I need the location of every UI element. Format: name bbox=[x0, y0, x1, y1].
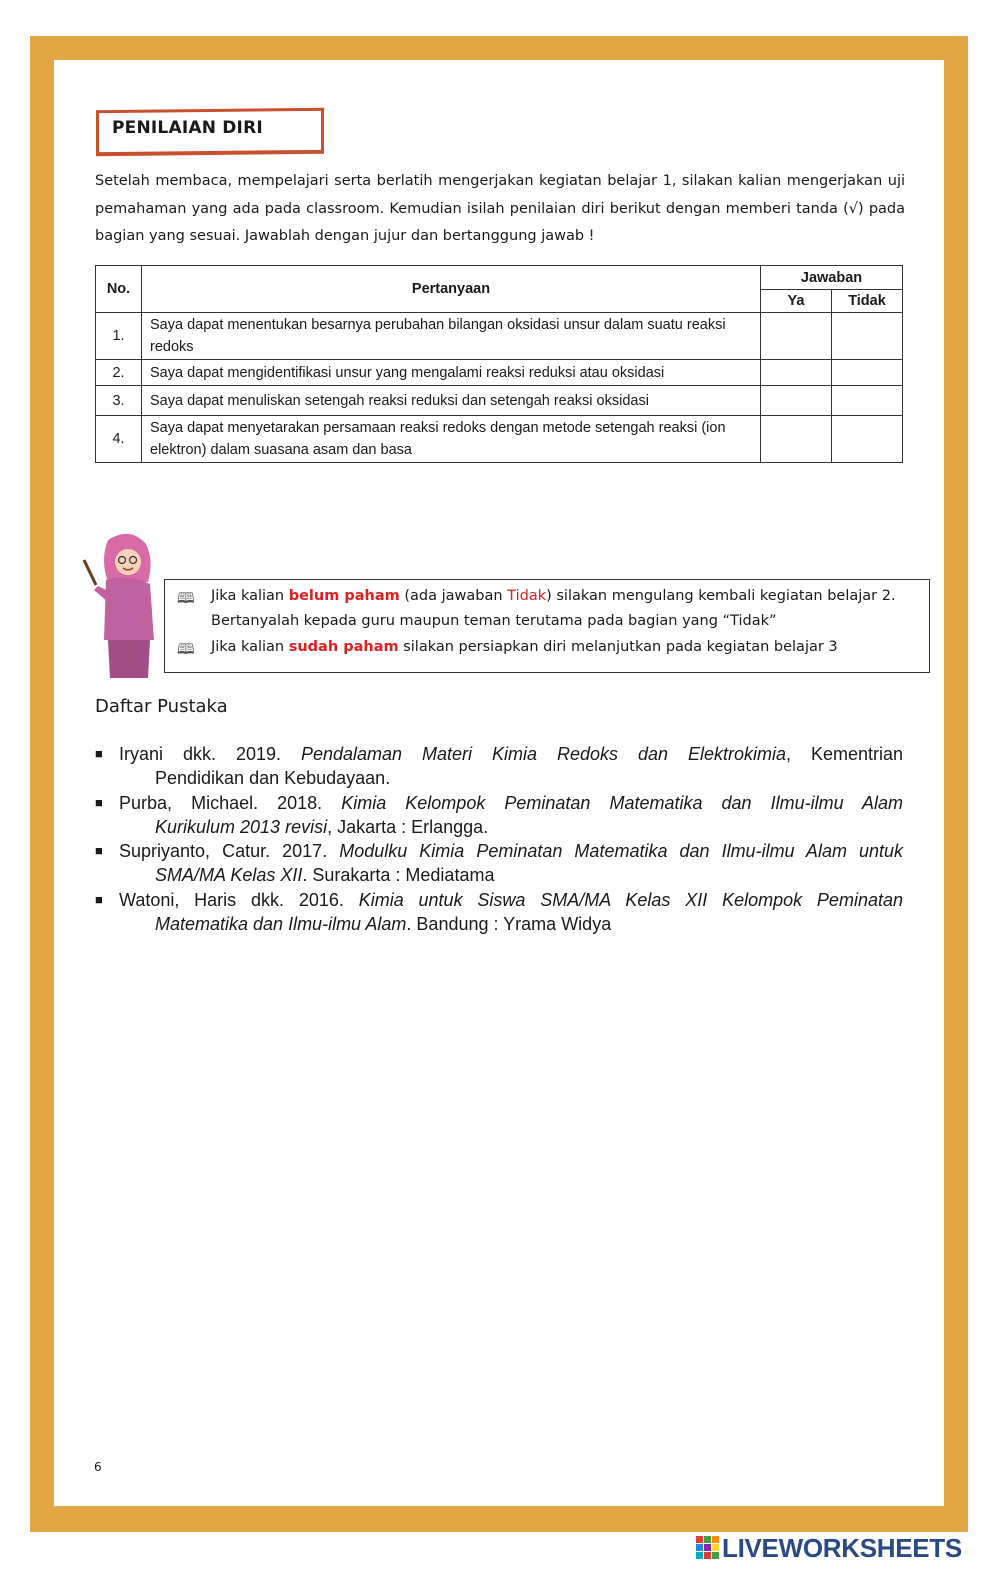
answer-no-cell[interactable] bbox=[832, 313, 903, 360]
header-answer: Jawaban bbox=[761, 266, 903, 290]
bullet-icon: ■ bbox=[95, 892, 103, 907]
body-robe bbox=[104, 578, 154, 640]
references-title: Daftar Pustaka bbox=[95, 696, 228, 717]
page-paper bbox=[54, 60, 944, 1506]
answer-yes-cell[interactable] bbox=[761, 360, 832, 386]
header-no: No. bbox=[96, 266, 142, 313]
header-no-answer: Tidak bbox=[832, 290, 903, 313]
pointer-stick bbox=[84, 560, 96, 585]
section-title: PENILAIAN DIRI bbox=[112, 118, 263, 138]
brand-name[interactable]: LIVEWORKSHEETS bbox=[722, 1533, 962, 1563]
answer-yes-cell[interactable] bbox=[761, 416, 832, 463]
bullet-icon: ■ bbox=[95, 795, 103, 810]
instruction-line-2: Bertanyalah kepada guru maupun teman terutama pada bagian yang “Tidak” bbox=[211, 613, 777, 629]
table-header-row bbox=[96, 266, 903, 290]
table-row bbox=[96, 416, 903, 463]
answer-no-cell[interactable] bbox=[832, 416, 903, 463]
answer-no-cell[interactable] bbox=[832, 386, 903, 416]
row-number: 1. bbox=[96, 313, 142, 360]
instruction-line-3: Jika kalian sudah paham silakan persiapkan diri melanjutkan pada kegiatan belajar 3 bbox=[211, 639, 838, 655]
instruction-line-1: Jika kalian belum paham (ada jawaban Tidak) silakan mengulang kembali kegiatan belajar 2. bbox=[211, 588, 896, 604]
row-question: Saya dapat menyetarakan persamaan reaksi redoks dengan metode setengah reaksi (ion elektron) dalam suasana asam dan basa bbox=[142, 416, 761, 463]
answer-yes-cell[interactable] bbox=[761, 313, 832, 360]
reference-item: ■ Iryani dkk. 2019. Pendalaman Materi Kimia Redoks dan Elektrokimia, Kementrian Pendidikan dan Kebudayaan. bbox=[95, 744, 903, 788]
bullet-icon: ■ bbox=[95, 746, 103, 761]
row-question: Saya dapat mengidentifikasi unsur yang mengalami reaksi reduksi atau oksidasi bbox=[142, 360, 761, 386]
liveworksheets-logo-icon bbox=[696, 1536, 720, 1560]
row-question: Saya dapat menuliskan setengah reaksi reduksi dan setengah reaksi oksidasi bbox=[142, 386, 761, 416]
page-number: 6 bbox=[94, 1460, 102, 1474]
row-number: 2. bbox=[96, 360, 142, 386]
answer-yes-cell[interactable] bbox=[761, 386, 832, 416]
row-number: 4. bbox=[96, 416, 142, 463]
bullet-icon: ■ bbox=[95, 843, 103, 858]
reference-item: ■ Purba, Michael. 2018. Kimia Kelompok Peminatan Matematika dan Ilmu-ilmu Alam Kurikulum 2013 revisi, Jakarta : Erlangga. bbox=[95, 793, 903, 837]
book-icon: 🕮 bbox=[177, 640, 195, 658]
row-number: 3. bbox=[96, 386, 142, 416]
header-yes: Ya bbox=[761, 290, 832, 313]
row-question: Saya dapat menentukan besarnya perubahan bilangan oksidasi unsur dalam suatu reaksi redoks bbox=[142, 313, 761, 360]
page-frame bbox=[30, 36, 968, 1532]
header-question: Pertanyaan bbox=[142, 266, 761, 313]
table-row bbox=[96, 360, 903, 386]
skirt bbox=[108, 640, 150, 678]
self-assessment-table bbox=[95, 265, 903, 463]
reference-item: ■ Supriyanto, Catur. 2017. Modulku Kimia Peminatan Matematika dan Ilmu-ilmu Alam untuk SMA/MA Kelas XII. Surakarta : Mediatama bbox=[95, 841, 904, 885]
teacher-illustration bbox=[78, 530, 158, 680]
table-row bbox=[96, 386, 903, 416]
reference-item: ■ Watoni, Haris dkk. 2016. Kimia untuk Siswa SMA/MA Kelas XII Kelompok Peminatan Matematika dan Ilmu-ilmu Alam. Bandung : Yrama Widya bbox=[95, 890, 903, 934]
table-row bbox=[96, 313, 903, 360]
instruction-box bbox=[164, 579, 930, 673]
answer-no-cell[interactable] bbox=[832, 360, 903, 386]
intro-paragraph: Setelah membaca, mempelajari serta berlatih mengerjakan kegiatan belajar 1, silakan kalian mengerjakan uji pemahaman yang ada pada classroom. Kemudian isilah penilaian diri berikut dengan memberi tanda (√) pada bagian yang sesuai. Jawablah dengan jujur dan bertanggung jawab ! bbox=[95, 173, 905, 244]
book-icon: 🕮 bbox=[177, 589, 195, 607]
